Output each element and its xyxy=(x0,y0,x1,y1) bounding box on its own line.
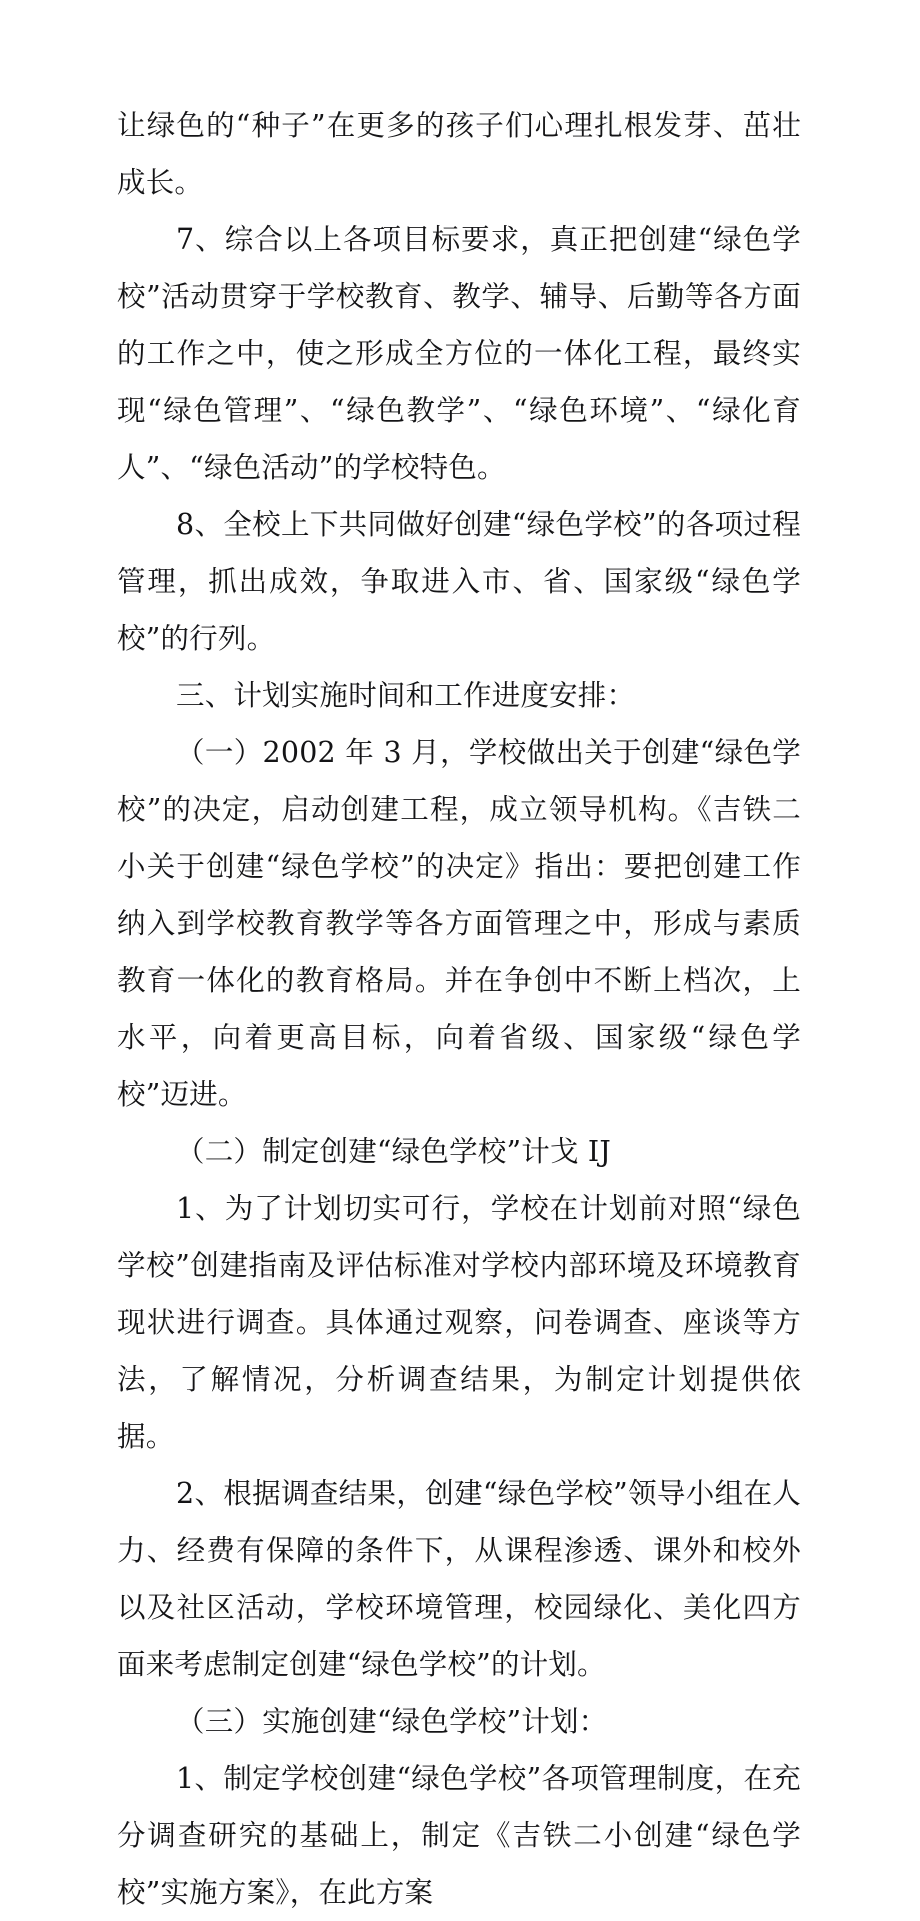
heading-section-three: 三、计划实施时间和工作进度安排： xyxy=(176,679,636,712)
paragraph-seed-growth: 让绿色的“种子”在更多的孩子们心理扎根发芽、茁壮成长。 xyxy=(117,109,801,199)
paragraph-subsection-three-item-1: 1、制定学校创建“绿色学校”各项管理制度，在充分调查研究的基础上，制定《吉铁二小创建“绿色学校”实施方案》，在此方案 xyxy=(117,1762,801,1909)
paragraph-subsection-two-item-1: 1、为了计划切实可行，学校在计划前对照“绿色学校”创建指南及评估标准对学校内部环境及环境教育现状进行调查。具体通过观察，问卷调查、座谈等方法，了解情况，分析调查结果，为制定计划提供依据。 xyxy=(117,1192,801,1453)
paragraph-item-8: 8、全校上下共同做好创建“绿色学校”的各项过程管理，抓出成效，争取进入市、省、国家级“绿色学校”的行列。 xyxy=(117,508,801,655)
paragraph-subsection-two: （二）制定创建“绿色学校”计戈 IJ xyxy=(176,1135,611,1168)
document-text-body xyxy=(117,97,801,1921)
paragraph-subsection-three: （三）实施创建“绿色学校”计划： xyxy=(176,1705,608,1738)
paragraph-subsection-two-item-2: 2、根据调查结果，创建“绿色学校”领导小组在人力、经费有保障的条件下，从课程渗透、课外和校外以及社区活动，学校环境管理，校园绿化、美化四方面来考虑制定创建“绿色学校”的计划。 xyxy=(117,1477,801,1681)
paragraph-item-7: 7、综合以上各项目标要求，真正把创建“绿色学校”活动贯穿于学校教育、教学、辅导、后勤等各方面的工作之中，使之形成全方位的一体化工程，最终实现“绿色管理”、“绿色教学”、“绿色环境”、“绿化育人”、“绿色活动”的学校特色。 xyxy=(117,223,801,484)
paragraph-subsection-one: （一）2002 年 3 月，学校做出关于创建“绿色学校”的决定，启动创建工程，成立领导机构。《吉铁二小关于创建“绿色学校”的决定》指出：要把创建工作纳入到学校教育教学等各方面管理之中，形成与素质教育一体化的教育格局。并在争创中不断上档次，上水平，向着更高目标，向着省级、国家级“绿色学校”迈进。 xyxy=(117,736,801,1111)
